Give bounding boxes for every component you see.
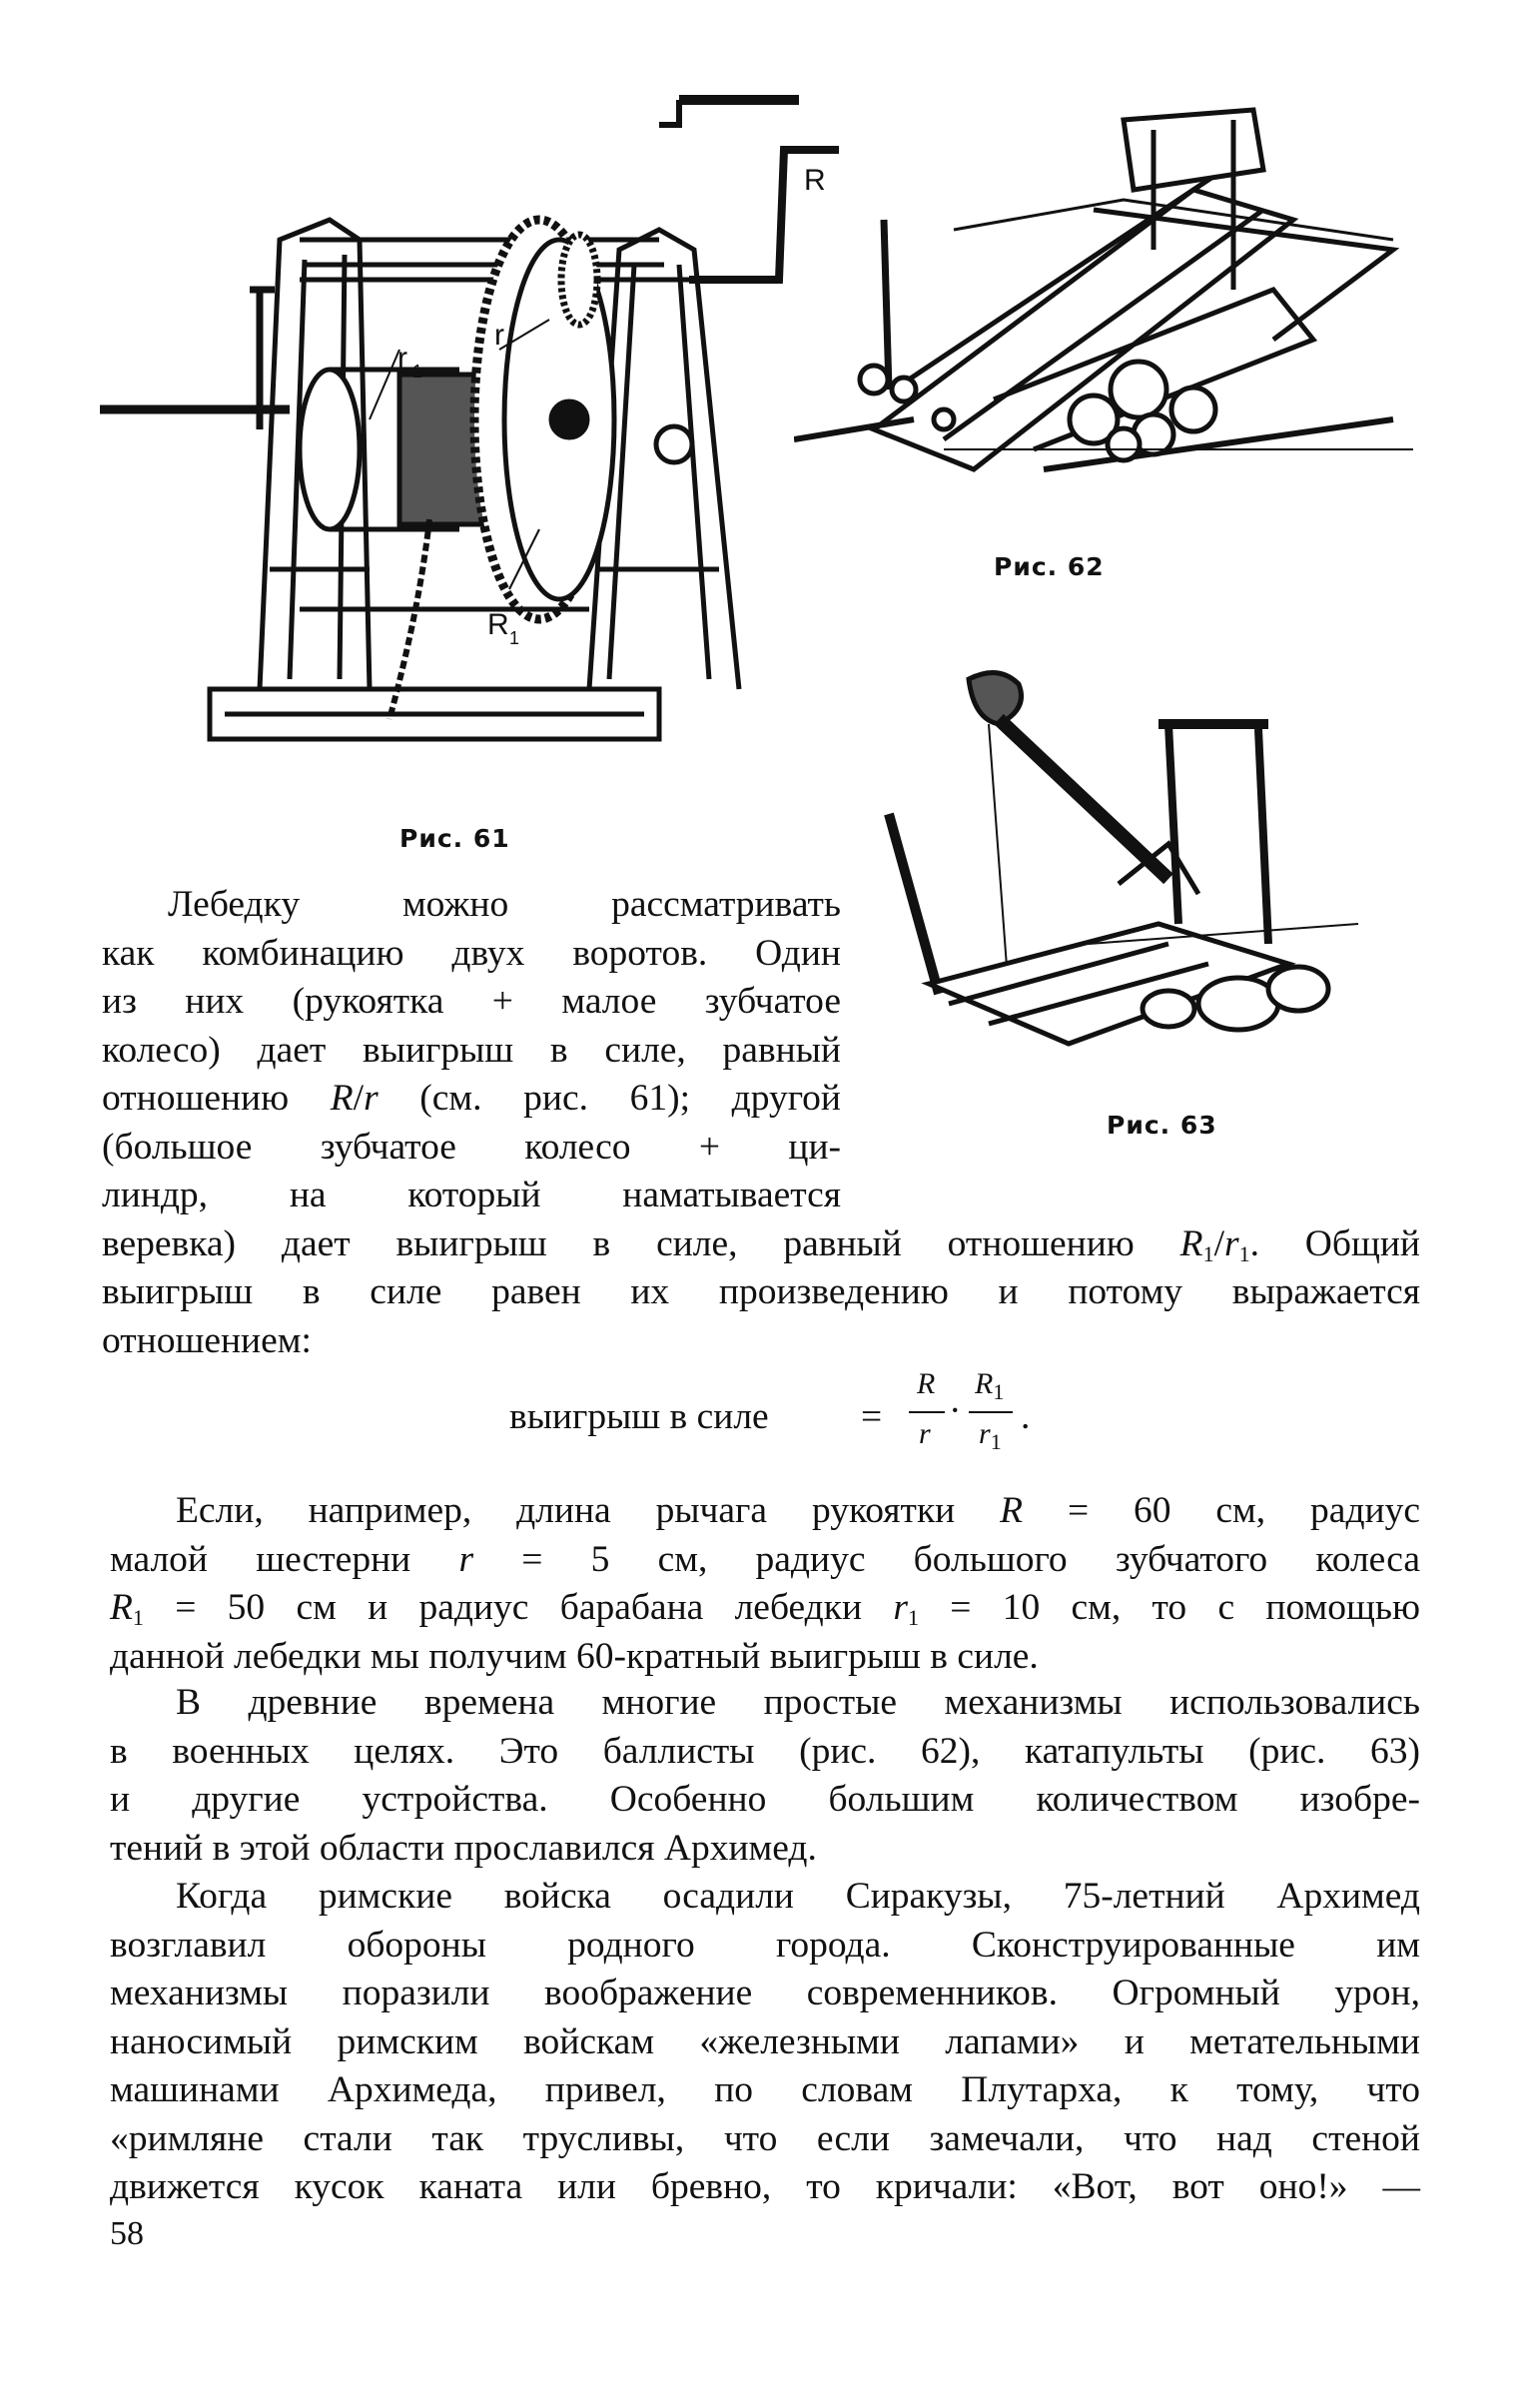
p2-line-4: данной лебедки мы получим 60-кратный выигрыш в силе. xyxy=(110,1635,1039,1677)
fraction-2-denominator-sub: 1 xyxy=(990,1429,1002,1454)
fraction-2-numerator-main: R xyxy=(975,1367,994,1400)
fraction-2-numerator xyxy=(975,1367,1005,1404)
ballista-drawing xyxy=(794,90,1433,489)
p1-line-9: выигрыш в силе равен их произведению и потому выражается xyxy=(102,1271,1420,1312)
figure-62-ballista xyxy=(794,90,1433,489)
p4-line-3: механизмы поразили воображение современников. Огромный урон, xyxy=(110,1973,1420,2013)
p2-line-1: Если, например, длина рычага рукоятки R = 60 см, радиус xyxy=(176,1490,1420,1531)
fraction-2-bar xyxy=(969,1411,1013,1413)
p3-line-4: тений в этой области прославился Архимед. xyxy=(110,1827,817,1869)
p4-line-4: наносимый римским войскам «железными лапами» и метательными xyxy=(110,2020,1420,2062)
p1-line-7: линдр, на который наматывается xyxy=(102,1175,841,1215)
formula-period: . xyxy=(1021,1396,1031,1437)
p1-line-6: (большое зубчатое колесо + ци- xyxy=(102,1126,841,1168)
p1-line-1 xyxy=(102,881,841,930)
formula-fraction-2 xyxy=(969,1367,1013,1467)
fraction-1-bar xyxy=(909,1411,945,1413)
fig61-label-r1-sub: 1 xyxy=(412,362,423,382)
fig61-label-r: r xyxy=(494,319,504,352)
p1-line-5: отношению R/r (см. рис. 61); другой xyxy=(102,1078,841,1119)
p1-line-2: как комбинацию двух воротов. Один xyxy=(102,932,841,974)
p4-line-5: машинами Архимеда, привел, по словам Плутарха, к тому, что xyxy=(110,2069,1420,2110)
formula-fraction-1 xyxy=(909,1367,945,1467)
p4-line-2: возглавил обороны родного города. Сконструированные им xyxy=(110,1924,1420,1966)
figure-63-caption: Рис. 63 xyxy=(1107,1111,1217,1140)
force-gain-formula xyxy=(509,1367,1109,1483)
figure-61-winch xyxy=(100,90,859,759)
formula-dot: · xyxy=(949,1390,962,1431)
p1-line-10: отношением: xyxy=(102,1319,312,1361)
p4-line-1 xyxy=(110,1873,1420,1922)
fig61-label-R1: R xyxy=(487,608,509,641)
paragraph-example xyxy=(110,1487,1420,1681)
p4-line-7: движется кусок каната или бревно, то кричали: «Вот, вот оно!» — xyxy=(110,2166,1420,2207)
p1-line-3: из них (рукоятка + малое зубчатое xyxy=(102,981,841,1022)
fraction-2-denominator-main: r xyxy=(979,1417,991,1450)
p1-line-4: колесо) дает выигрыш в силе, равный xyxy=(102,1029,841,1071)
p3-line-2: в военных целях. Это баллисты (рис. 62), катапульты (рис. 63) xyxy=(110,1730,1420,1772)
fraction-1-denominator: r xyxy=(919,1417,931,1450)
p3-line-1-text: В древние времена многие простые механизмы использовались xyxy=(176,1682,1420,1723)
figure-63-catapult xyxy=(869,664,1388,1064)
p2-line-2: малой шестерни r = 5 см, радиус большого зубчатого колеса xyxy=(110,1538,1420,1580)
paragraph-archimedes-siege xyxy=(110,1873,1420,2212)
p3-line-1 xyxy=(110,1679,1420,1728)
winch-drawing xyxy=(100,90,859,759)
figure-62-caption: Рис. 62 xyxy=(994,552,1105,581)
fraction-1-numerator: R xyxy=(917,1367,936,1400)
catapult-drawing xyxy=(869,664,1388,1064)
p2-line-3: $R_1 = 50$ см и радиус барабана лебедки $r_1 = 10$ см, то с помощью xyxy=(110,1587,1421,1630)
formula-label: выигрыш в силе xyxy=(509,1396,769,1437)
p4-line-6: «римляне стали так трусливы, что если замечали, что над стеной xyxy=(110,2117,1420,2159)
p1-line-8: веревка) дает выигрыш в силе, равный отношению $R_1/r_1$. Общий xyxy=(102,1222,1420,1266)
figure-61-caption: Рис. 61 xyxy=(399,824,510,853)
p1-line-1-text: Лебедку можно рассматривать xyxy=(168,884,841,925)
fraction-2-denominator xyxy=(979,1417,1002,1454)
fig61-label-R: R xyxy=(804,164,826,197)
p4-line-1-text: Когда римские войска осадили Сиракузы, 75-летний Архимед xyxy=(176,1876,1420,1917)
p3-line-3: и другие устройства. Особенно большим количеством изобре- xyxy=(110,1779,1420,1820)
paragraph-winch-intro-cont xyxy=(102,1220,1420,1366)
fraction-2-numerator-sub: 1 xyxy=(993,1379,1005,1404)
paragraph-ancient-mechanisms xyxy=(110,1679,1420,1873)
fig61-label-R1-sub: 1 xyxy=(509,628,520,648)
page-number: 58 xyxy=(110,2215,144,2252)
fig61-label-r1: r xyxy=(397,342,407,375)
formula-equals: = xyxy=(861,1396,883,1437)
paragraph-winch-intro xyxy=(102,881,841,1220)
